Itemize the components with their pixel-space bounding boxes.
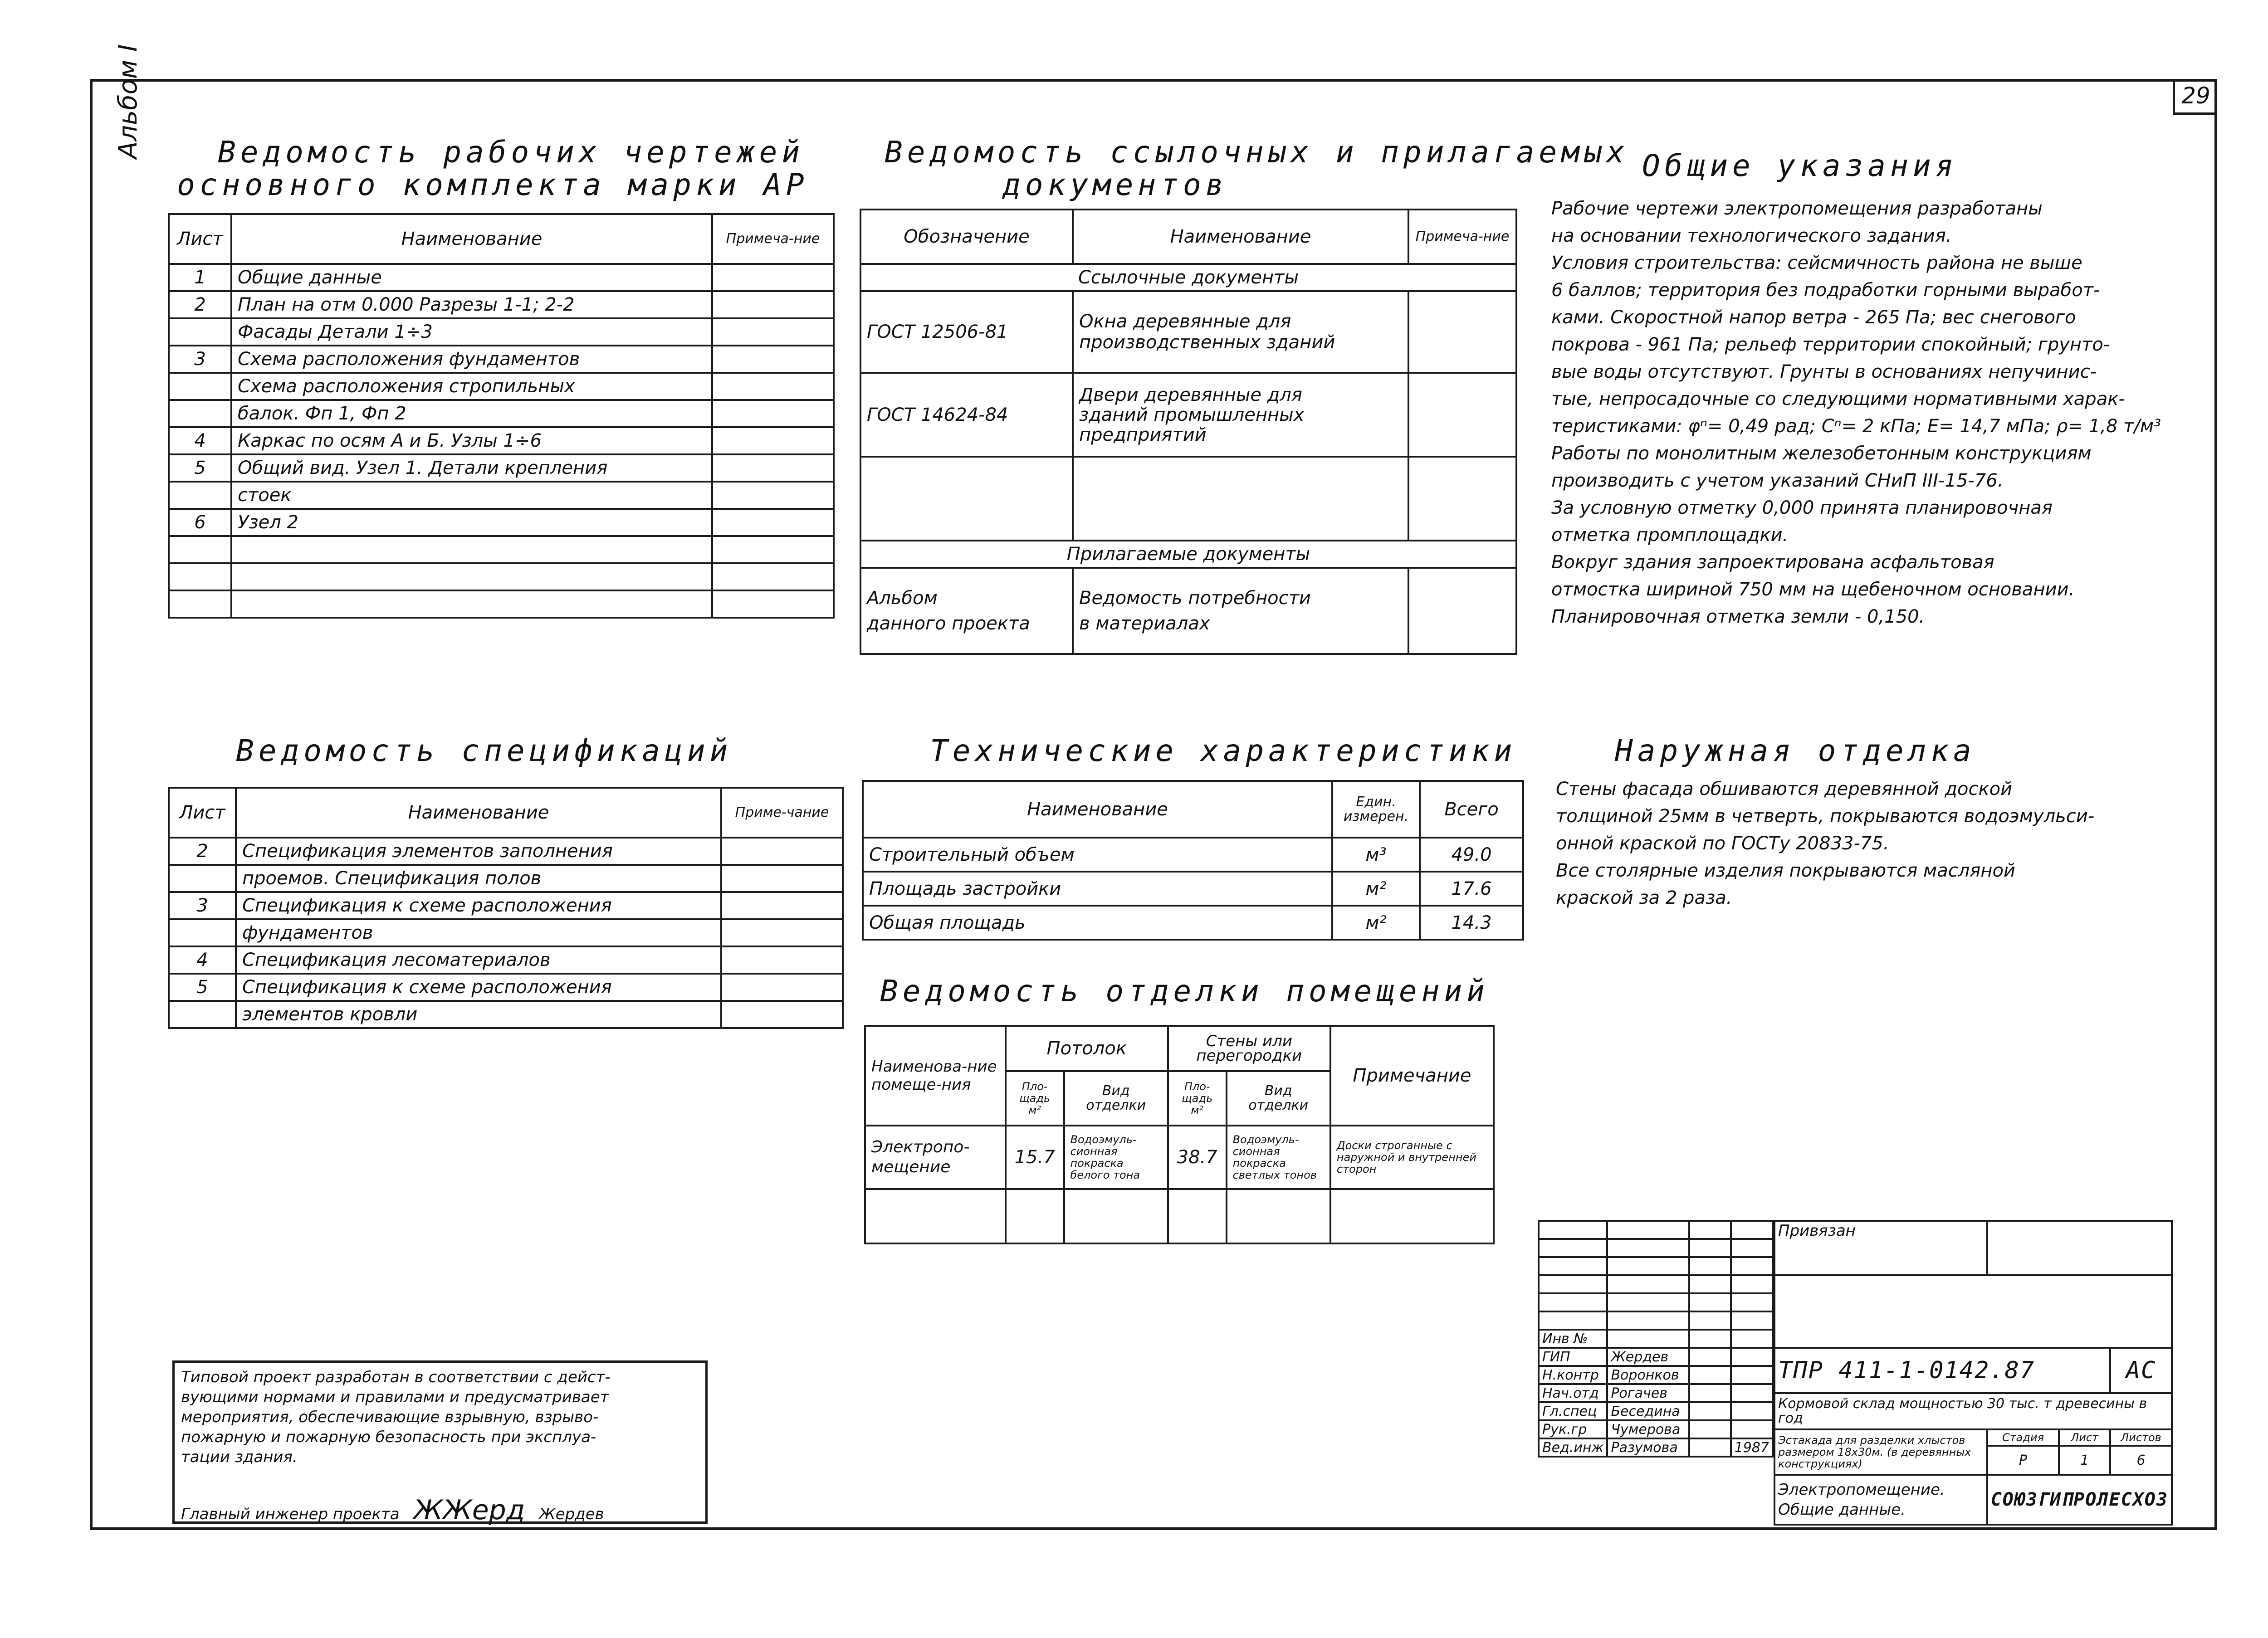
general-title: Общие указания (1642, 148, 1958, 183)
row-sheet-number (169, 590, 231, 618)
sheets: 6 (2110, 1446, 2172, 1475)
ref-name (1073, 373, 1408, 457)
stage: Р (1987, 1446, 2059, 1475)
att-name (1073, 568, 1408, 654)
title-main (1774, 1220, 2173, 1526)
table-row (169, 946, 843, 974)
empty-cell (1689, 1275, 1731, 1293)
row-note (712, 264, 834, 291)
empty-cell (1607, 1311, 1689, 1330)
sign-name: Жердев (539, 1505, 604, 1523)
empty-cell (1539, 1293, 1607, 1311)
empty-cell (1539, 1311, 1607, 1330)
row-sheet-number: 2 (169, 291, 231, 318)
col-name: Наименование (236, 788, 721, 838)
row-name: Схема расположения фундаментов (231, 346, 712, 373)
tech-name: Общая площадь (863, 906, 1332, 940)
empty-cell (1731, 1348, 1773, 1366)
sec3-title: Ведомость спецификаций (236, 733, 733, 768)
text-line: Планировочная отметка земли - 0,150. (1551, 606, 1925, 627)
text-line: краской за 2 раза. (1556, 887, 1732, 908)
row-name: балок. Фп 1, Фп 2 (231, 400, 712, 427)
note-line: мероприятия, обеспечивающие взрывную, взрыво- (181, 1408, 599, 1426)
person-name: Разумова (1607, 1438, 1689, 1457)
text-line: отметка промплощадки. (1551, 525, 1789, 546)
ceiling-kind: Водоэмуль-сионная покраска белого тона (1064, 1126, 1168, 1189)
text-line: Рабочие чертежи электропомещения разработаны (1551, 198, 2043, 219)
signature-cell (1689, 1402, 1731, 1420)
walls-kind: Водоэмуль-сионная покраска светлых тонов (1227, 1126, 1330, 1189)
tech-unit: м² (1332, 906, 1420, 940)
empty-cell (1539, 1239, 1607, 1257)
tech-name: Площадь застройки (863, 872, 1332, 906)
empty-cell (1607, 1221, 1689, 1239)
role: ГИП (1539, 1348, 1607, 1366)
empty-cell (1731, 1293, 1773, 1311)
text-line: производить с учетом указаний СНиП III-15-76. (1551, 470, 2004, 491)
text-line: За условную отметку 0,000 принята планировочная (1551, 497, 2053, 518)
row-name: элементов кровли (236, 1001, 721, 1028)
row-note (712, 291, 834, 318)
table-row (169, 400, 834, 427)
empty-cell (1689, 1293, 1731, 1311)
row-note (721, 1001, 843, 1028)
ref-name-line: производственных зданий (1079, 332, 1335, 353)
role: Вед.инж (1539, 1438, 1607, 1457)
empty-cell (1731, 1330, 1773, 1348)
note-line: тации здания. (181, 1448, 298, 1466)
inv-label: Инв № (1539, 1330, 1607, 1348)
col-walls: Стены или перегородки (1168, 1026, 1330, 1071)
row-sheet-number (169, 373, 231, 400)
tech-unit: м³ (1332, 838, 1420, 872)
table-row (169, 427, 834, 454)
empty-cell (1073, 457, 1408, 541)
empty-cell (1689, 1257, 1731, 1275)
row-name (231, 590, 712, 618)
row-sheet-number: 6 (169, 509, 231, 536)
col-note: Приме-чание (721, 788, 843, 838)
row-note (721, 946, 843, 974)
col-walls-area: Пло-щадь м² (1168, 1071, 1227, 1126)
date: 1987 (1731, 1438, 1773, 1457)
row-sheet-number (169, 563, 231, 590)
row-note (712, 536, 834, 563)
table-row (169, 291, 834, 318)
tech-title: Технические характеристики (930, 733, 1517, 768)
row-name: Каркас по осям А и Б. Узлы 1÷6 (231, 427, 712, 454)
row-note (712, 346, 834, 373)
att-code-line: Альбом (867, 588, 938, 609)
sheet-header: Лист (2059, 1429, 2110, 1446)
ceiling-area: 15.7 (1006, 1126, 1064, 1189)
empty-cell (860, 457, 1073, 541)
row-name (231, 563, 712, 590)
row-sheet-number (169, 865, 236, 892)
finish-rooms-title: Ведомость отделки помещений (880, 974, 1489, 1009)
room-name: Электропо-мещение (865, 1126, 1006, 1189)
empty-cell (1689, 1330, 1731, 1348)
finish-out-title: Наружная отделка (1615, 733, 1976, 768)
ref-note (1408, 373, 1516, 457)
ref-name-line: Двери деревянные для (1079, 384, 1302, 405)
row-name: Спецификация элементов заполнения (236, 838, 721, 865)
row-name: проемов. Спецификация полов (236, 865, 721, 892)
role: Рук.гр (1539, 1420, 1607, 1438)
row-note (712, 563, 834, 590)
table-row (169, 892, 843, 919)
table-row (169, 373, 834, 400)
ref-note (1408, 291, 1516, 373)
empty-cell (865, 1189, 1006, 1243)
text-line: Все столярные изделия покрываются масляной (1556, 860, 2015, 881)
stage-header: Стадия (1987, 1429, 2059, 1446)
text-line: Условия строительства: сейсмичность района не выше (1551, 253, 2082, 273)
empty-cell (1731, 1420, 1773, 1438)
signature-cell (1689, 1438, 1731, 1457)
table-row (169, 838, 843, 865)
row-note (721, 865, 843, 892)
signature-cell (1689, 1384, 1731, 1402)
row-name: Общий вид. Узел 1. Детали крепления (231, 454, 712, 482)
row-note (721, 892, 843, 919)
drawing-name (1774, 1475, 1987, 1525)
sec1-title-line2: основного комплекта марки АР (177, 167, 809, 202)
walls-area: 38.7 (1168, 1126, 1227, 1189)
empty-cell (1064, 1189, 1168, 1243)
row-name: План на отм 0.000 Разрезы 1-1; 2-2 (231, 291, 712, 318)
tech-value: 14.3 (1420, 906, 1523, 940)
row-sheet-number: 1 (169, 264, 231, 291)
ref-code: ГОСТ 12506-81 (860, 291, 1073, 373)
col-note: Примеча-ние (1408, 210, 1516, 264)
row-name: фундаментов (236, 919, 721, 946)
empty-cell (1731, 1221, 1773, 1239)
text-line: теристиками: φⁿ= 0,49 рад; Cⁿ= 2 кПа; E= 14,7 мПа; ρ= 1,8 т/м³ (1551, 416, 2161, 437)
sign-label: Главный инженер проекта (181, 1505, 400, 1523)
drawing-name-line: Общие данные. (1778, 1501, 1906, 1519)
row-note (712, 509, 834, 536)
signature-grid (1538, 1220, 1774, 1458)
row-name: Узел 2 (231, 509, 712, 536)
table-row (169, 264, 834, 291)
row-note (712, 318, 834, 346)
sheets-header: Листов (2110, 1429, 2172, 1446)
person-name: Воронков (1607, 1366, 1689, 1384)
tech-value: 49.0 (1420, 838, 1523, 872)
album-label: Альбом I (113, 44, 143, 159)
table-row (169, 482, 834, 509)
row-name (231, 536, 712, 563)
tech-unit: м² (1332, 872, 1420, 906)
row-sheet-number (169, 318, 231, 346)
text-line: вые воды отсутствуют. Грунты в основаниях непучинис- (1551, 361, 2097, 382)
col-ceiling-kind: Вид отделки (1064, 1071, 1168, 1126)
table-row (169, 509, 834, 536)
text-line: толщиной 25мм в четверть, покрываются водоэмульси- (1556, 806, 2095, 827)
row-name: Спецификация лесоматериалов (236, 946, 721, 974)
row-sheet-number (169, 536, 231, 563)
role: Гл.спец (1539, 1402, 1607, 1420)
ref-name-line: зданий промышленных (1079, 404, 1305, 425)
mark: АС (2110, 1348, 2172, 1393)
person-name: Беседина (1607, 1402, 1689, 1420)
text-line: онной краской по ГОСТу 20833-75. (1556, 833, 1889, 854)
row-note (721, 919, 843, 946)
row-name: стоек (231, 482, 712, 509)
col-code: Обозначение (860, 210, 1073, 264)
empty-cell (1539, 1275, 1607, 1293)
col-sheet: Лист (169, 788, 236, 838)
empty-cell (1731, 1384, 1773, 1402)
col-name: Наименование (231, 214, 712, 264)
att-name-line: Ведомость потребности (1079, 588, 1311, 609)
project-code: ТПР 411-1-0142.87 (1774, 1348, 2110, 1393)
text-line: покрова - 961 Па; рельеф территории спокойный; грунто- (1551, 334, 2110, 355)
empty-cell (1731, 1366, 1773, 1384)
empty-cell (1987, 1221, 2172, 1275)
empty-cell (1607, 1275, 1689, 1293)
tech-table (862, 780, 1524, 941)
col-note: Примеча-ние (712, 214, 834, 264)
table-row (169, 919, 843, 946)
references-table (860, 209, 1517, 655)
att-code (860, 568, 1073, 654)
tech-name: Строительный объем (863, 838, 1332, 872)
sheet: 1 (2059, 1446, 2110, 1475)
signature-cell (1689, 1366, 1731, 1384)
empty-cell (1168, 1189, 1227, 1243)
person-name: Жердев (1607, 1348, 1689, 1366)
note-line: пожарную и пожарную безопасность при эксплуа- (181, 1428, 596, 1446)
row-note (712, 373, 834, 400)
col-unit: Един. измерен. (1332, 781, 1420, 838)
organization: СОЮЗГИПРОЛЕСХОЗ (1987, 1475, 2172, 1525)
row-sheet-number (169, 919, 236, 946)
empty-cell (1731, 1275, 1773, 1293)
drawing-name-line: Электропомещение. (1778, 1481, 1945, 1499)
row-sheet-number (169, 1001, 236, 1028)
sec2-title-line1: Ведомость ссылочных и прилагаемых (885, 135, 1629, 170)
drawings-list-table (168, 213, 835, 619)
empty-cell (1227, 1189, 1330, 1243)
col-room: Наименова-ние помеще-ния (865, 1026, 1006, 1126)
note-line: Типовой проект разработан в соответствии с дейст- (181, 1368, 611, 1386)
general-text (1551, 195, 2161, 630)
empty-cell (1006, 1189, 1064, 1243)
att-name-line: в материалах (1079, 613, 1210, 634)
col-note: Примечание (1330, 1026, 1494, 1126)
empty-cell (1607, 1330, 1689, 1348)
row-sheet-number: 4 (169, 946, 236, 974)
person-name: Рогачев (1607, 1384, 1689, 1402)
row-name: Общие данные (231, 264, 712, 291)
row-name: Спецификация к схеме расположения (236, 892, 721, 919)
empty-cell (1731, 1257, 1773, 1275)
row-name: Фасады Детали 1÷3 (231, 318, 712, 346)
empty-cell (1539, 1257, 1607, 1275)
empty-cell (1408, 457, 1516, 541)
table-row (169, 536, 834, 563)
row-note (721, 974, 843, 1001)
text-line: на основании технологического задания. (1551, 225, 1952, 246)
col-sheet: Лист (169, 214, 231, 264)
text-line: Стены фасада обшиваются деревянной доской (1556, 779, 2013, 800)
empty-cell (1689, 1311, 1731, 1330)
text-line: тые, непросадочные со следующими нормативными харак- (1551, 389, 2125, 410)
room-note: Доски строганные с наружной и внутренней сторон (1330, 1126, 1494, 1189)
sec2-title-line2: документов (1002, 167, 1228, 202)
tech-value: 17.6 (1420, 872, 1523, 906)
row-sheet-number: 5 (169, 454, 231, 482)
text-line: Вокруг здания запроектирована асфальтовая (1551, 552, 1994, 573)
empty-cell (1330, 1189, 1494, 1243)
empty-cell (1731, 1311, 1773, 1330)
project-name: Кормовой склад мощностью 30 тыс. т древесины в год (1774, 1393, 2172, 1429)
empty-cell (1689, 1239, 1731, 1257)
chief-engineer-signature-row (181, 1494, 604, 1526)
row-sheet-number: 2 (169, 838, 236, 865)
table-row (169, 454, 834, 482)
signature-cell (1689, 1420, 1731, 1438)
row-sheet-number: 5 (169, 974, 236, 1001)
finish-out-text (1556, 775, 2094, 912)
att-note (1408, 568, 1516, 654)
col-walls-kind: Вид отделки (1227, 1071, 1330, 1126)
specifications-table (168, 787, 844, 1029)
empty-cell (1731, 1239, 1773, 1257)
ref-name-line: Окна деревянные для (1079, 311, 1291, 332)
row-sheet-number: 3 (169, 346, 231, 373)
signature-cell (1689, 1348, 1731, 1366)
person-name: Чумерова (1607, 1420, 1689, 1438)
table-row (169, 563, 834, 590)
design-note (172, 1360, 708, 1524)
att-code-line: данного проекта (867, 613, 1030, 634)
ref-code: ГОСТ 14624-84 (860, 373, 1073, 457)
title-block (1538, 1220, 2173, 1528)
row-sheet-number: 3 (169, 892, 236, 919)
note-line: вующими нормами и правилами и предусматривает (181, 1388, 609, 1406)
col-ceiling-area: Пло-щадь м² (1006, 1071, 1064, 1126)
table-row (169, 590, 834, 618)
sheet-number: 29 (2173, 79, 2217, 115)
sec1-title-line1: Ведомость рабочих чертежей (218, 135, 805, 170)
col-total: Всего (1420, 781, 1523, 838)
text-line: Работы по монолитным железобетонным конструкциям (1551, 443, 2092, 464)
row-note (712, 590, 834, 618)
table-row (169, 346, 834, 373)
row-name: Спецификация к схеме расположения (236, 974, 721, 1001)
row-sheet-number (169, 482, 231, 509)
row-note (712, 482, 834, 509)
object-name: Эстакада для разделки хлыстов размером 18х30м. (в деревянных конструкциях) (1774, 1429, 1987, 1475)
col-ceiling: Потолок (1006, 1026, 1168, 1071)
ref-header: Ссылочные документы (860, 264, 1516, 291)
empty-cell (1607, 1293, 1689, 1311)
table-row (169, 318, 834, 346)
col-name: Наименование (863, 781, 1332, 838)
empty-cell (1774, 1275, 2172, 1348)
empty-cell (1607, 1239, 1689, 1257)
finish-rooms-table (864, 1025, 1495, 1244)
row-note (721, 838, 843, 865)
ref-name-line: предприятий (1079, 424, 1207, 445)
ref-name (1073, 291, 1408, 373)
privyazan: Привязан (1774, 1221, 1987, 1275)
table-row (169, 1001, 843, 1028)
empty-cell (1607, 1257, 1689, 1275)
row-note (712, 427, 834, 454)
row-note (712, 400, 834, 427)
table-row (169, 865, 843, 892)
text-line: 6 баллов; территория без подработки горными выработ- (1551, 280, 2100, 301)
empty-cell (1539, 1221, 1607, 1239)
empty-cell (1731, 1402, 1773, 1420)
row-sheet-number: 4 (169, 427, 231, 454)
row-name: Схема расположения стропильных (231, 373, 712, 400)
empty-cell (1689, 1221, 1731, 1239)
role: Н.контр (1539, 1366, 1607, 1384)
row-sheet-number (169, 400, 231, 427)
handwritten-signature: ЖЖерд (413, 1494, 525, 1526)
row-note (712, 454, 834, 482)
att-header: Прилагаемые документы (860, 541, 1516, 568)
table-row (169, 974, 843, 1001)
role: Нач.отд (1539, 1384, 1607, 1402)
col-name: Наименование (1073, 210, 1408, 264)
text-line: ками. Скоростной напор ветра - 265 Па; вес снегового (1551, 307, 2076, 328)
text-line: отмостка шириной 750 мм на щебеночном основании. (1551, 579, 2075, 600)
